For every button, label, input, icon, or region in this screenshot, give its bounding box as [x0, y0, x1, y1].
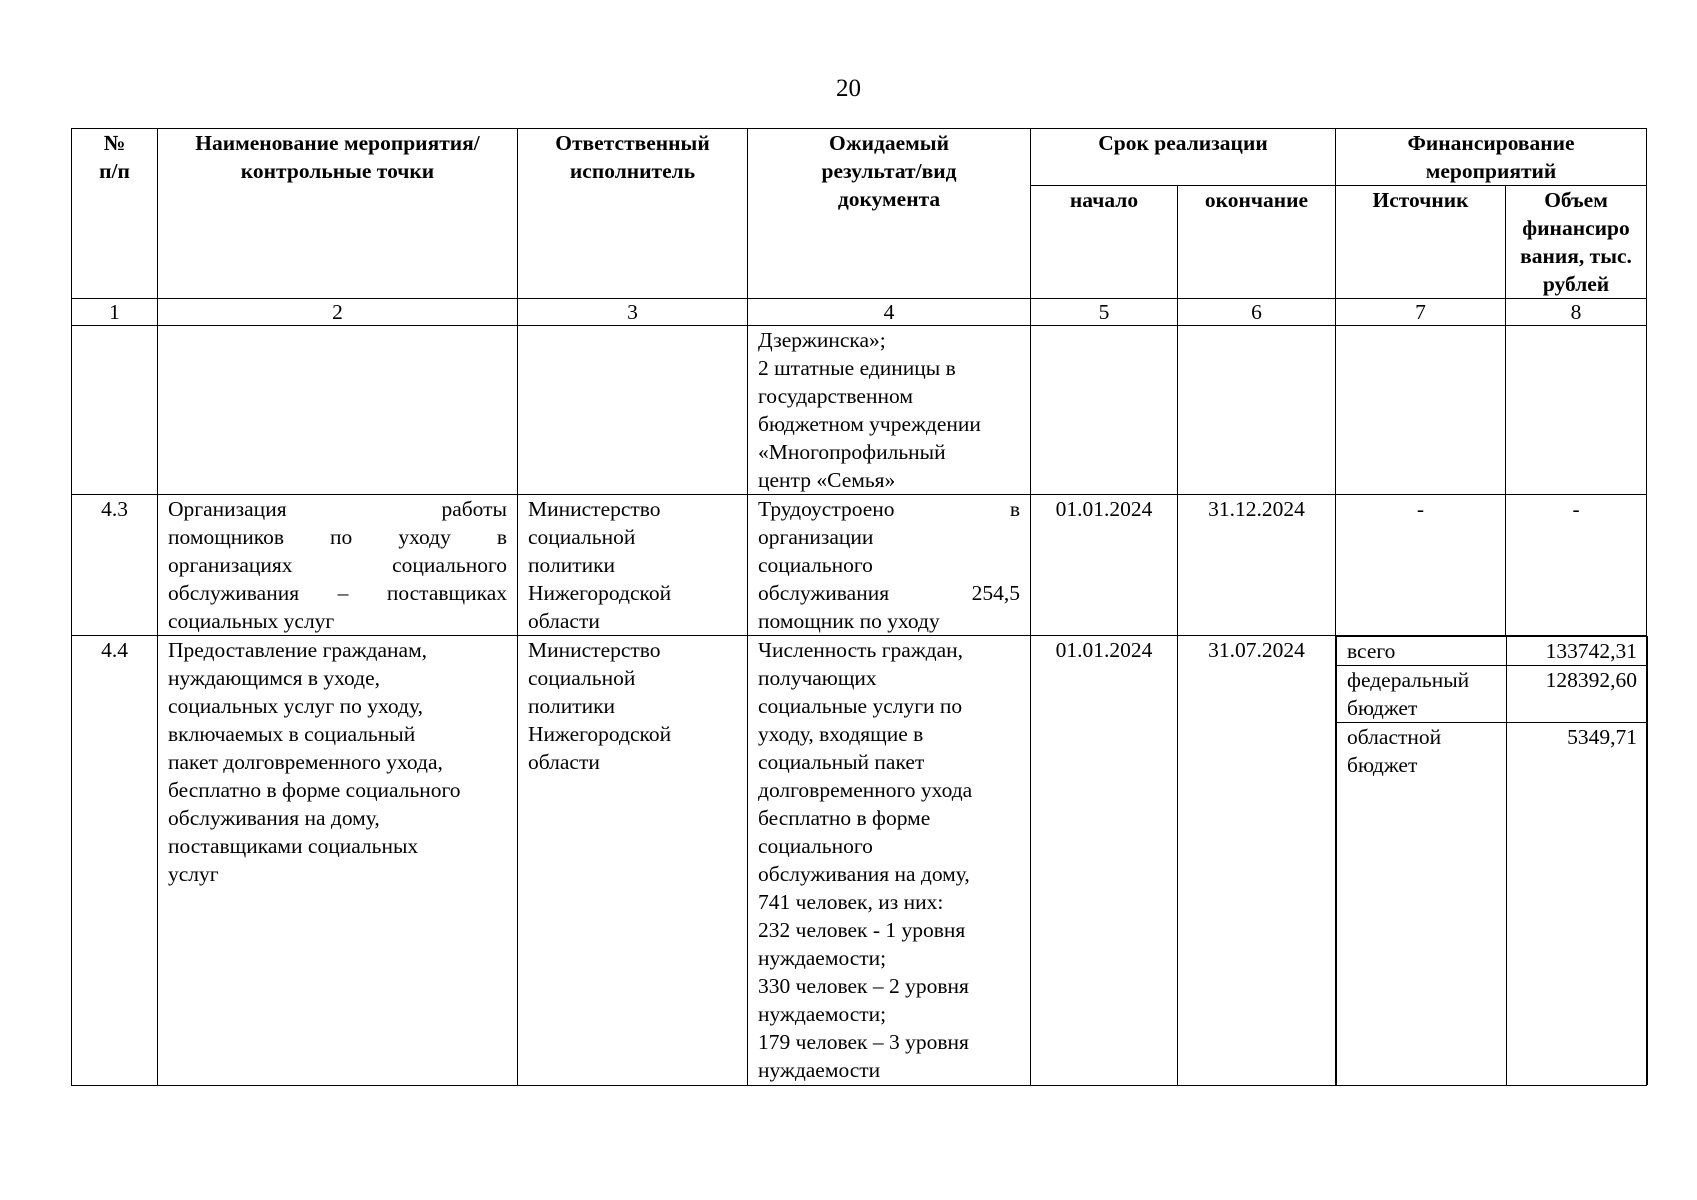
financing-source: областной бюджет — [1337, 723, 1507, 1086]
row-volume: - — [1506, 495, 1647, 636]
row-end: 31.12.2024 — [1178, 495, 1336, 636]
row-source — [1336, 326, 1506, 495]
financing-volume: 133742,31 — [1507, 637, 1648, 666]
row-result: Дзержинска»; 2 штатные единицы в государственном бюджетном учреждении «Многопрофильный центр «Семья» — [748, 326, 1031, 495]
row-result: Трудоустроено в организации социального обслуживания 254,5 помощник по уходу — [748, 495, 1031, 636]
column-number: 5 — [1031, 299, 1178, 326]
header-term-start: начало — [1031, 186, 1178, 299]
table-row — [72, 636, 1647, 1086]
header-name: Наименование мероприятия/ контрольные точки — [158, 129, 518, 299]
financing-table — [1336, 636, 1648, 1085]
row-responsible: Министерство социальной политики Нижегородской области — [518, 636, 748, 1086]
row-name: Предоставление гражданам, нуждающимся в уходе, социальных услуг по уходу, включаемых в социальный пакет долговременного ухода, бесплатно в форме социального обслуживания на дому, поставщиками социальных услуг — [158, 636, 518, 1086]
table-row — [72, 495, 1647, 636]
financing-row — [1337, 666, 1648, 723]
column-number: 7 — [1336, 299, 1506, 326]
column-number: 8 — [1506, 299, 1647, 326]
header-num: № п/п — [72, 129, 158, 299]
table-row — [72, 326, 1647, 495]
header-responsible: Ответственный исполнитель — [518, 129, 748, 299]
row-num: 4.3 — [72, 495, 158, 636]
header-financing: Финансирование мероприятий — [1336, 129, 1647, 186]
header-term-end: окончание — [1178, 186, 1336, 299]
financing-volume: 5349,71 — [1507, 723, 1648, 1086]
activities-table — [71, 128, 1647, 1086]
column-numbers-row — [72, 299, 1647, 326]
page-number: 20 — [836, 75, 861, 102]
column-number: 1 — [72, 299, 158, 326]
column-number: 4 — [748, 299, 1031, 326]
financing-row — [1337, 723, 1648, 1086]
financing-source: всего — [1337, 637, 1507, 666]
row-responsible: Министерство социальной политики Нижегородской области — [518, 495, 748, 636]
financing-source: федеральный бюджет — [1337, 666, 1507, 723]
column-number: 2 — [158, 299, 518, 326]
header-term: Срок реализации — [1031, 129, 1336, 186]
row-result: Численность граждан, получающих социальные услуги по уходу, входящие в социальный пакет долговременного ухода бесплатно в форме социального обслуживания на дому, 741 человек, из них: 232 человек - 1 уровня нуждаемости; 330 человек – 2 уровня нуждаемости; 179 человек – 3 уровня нуждаемости — [748, 636, 1031, 1086]
header-row-1 — [72, 129, 1647, 186]
row-num: 4.4 — [72, 636, 158, 1086]
row-name: Организация работы помощников по уходу в организациях социального обслуживания – поставщиках социальных услуг — [158, 495, 518, 636]
row-volume — [1506, 326, 1647, 495]
row-end — [1178, 326, 1336, 495]
column-number: 3 — [518, 299, 748, 326]
row-start: 01.01.2024 — [1031, 636, 1178, 1086]
row-end: 31.07.2024 — [1178, 636, 1336, 1086]
row-start: 01.01.2024 — [1031, 495, 1178, 636]
column-number: 6 — [1178, 299, 1336, 326]
row-start — [1031, 326, 1178, 495]
header-source: Источник — [1336, 186, 1506, 299]
financing-volume: 128392,60 — [1507, 666, 1648, 723]
row-name — [158, 326, 518, 495]
financing-breakdown — [1336, 636, 1647, 1086]
row-source: - — [1336, 495, 1506, 636]
financing-row — [1337, 637, 1648, 666]
header-volume: Объем финансиро вания, тыс. рублей — [1506, 186, 1647, 299]
row-num — [72, 326, 158, 495]
header-result: Ожидаемый результат/вид документа — [748, 129, 1031, 299]
row-responsible — [518, 326, 748, 495]
